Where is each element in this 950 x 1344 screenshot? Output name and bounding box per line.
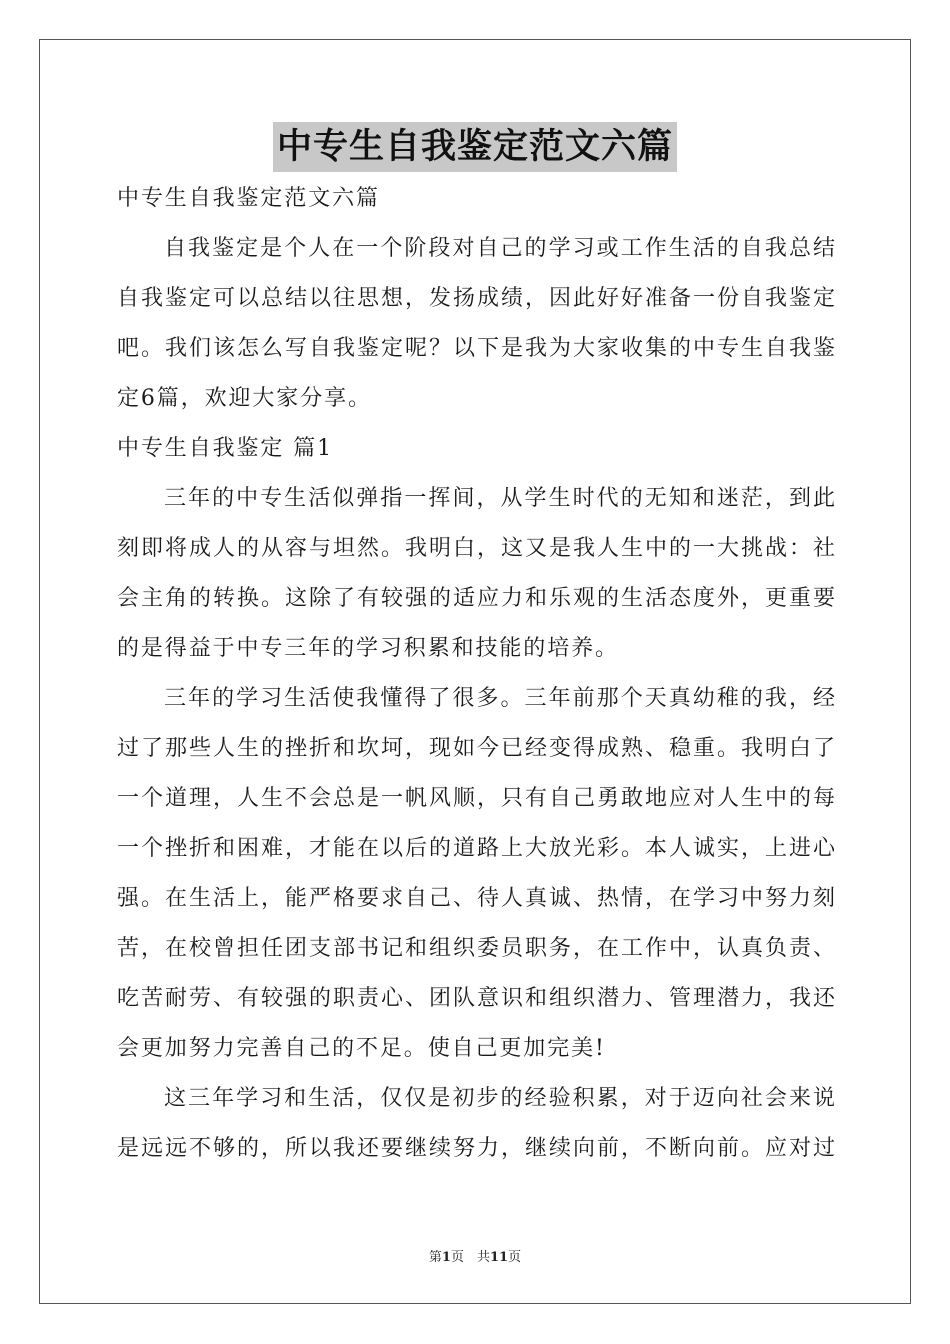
- text-line: 中专生自我鉴定范文六篇: [117, 186, 380, 211]
- title-container: [0, 122, 950, 172]
- text-line: 一个道理，人生不会总是一帆风顺，只有自己勇敢地应对人生中的每: [117, 786, 835, 811]
- text-line: 三年的学习生活使我懂得了很多。三年前那个天真幼稚的我，经: [164, 686, 835, 711]
- text-line: 中专生自我鉴定 篇1: [117, 436, 333, 461]
- text-line: 会更加努力完善自己的不足。使自己更加完美!: [117, 1036, 606, 1061]
- footer-page-number: 1: [441, 1250, 451, 1265]
- text-line: 这三年学习和生活，仅仅是初步的经验积累，对于迈向社会来说: [164, 1086, 835, 1111]
- text-line: 自我鉴定是个人在一个阶段对自己的学习或工作生活的自我总结: [164, 236, 835, 261]
- footer-prefix: 第: [428, 1250, 442, 1265]
- document-title: 中专生自我鉴定范文六篇: [273, 122, 677, 172]
- text-line: 刻即将成人的从容与坦然。我明白，这又是我人生中的一大挑战：社: [117, 536, 835, 561]
- footer-suffix: 页: [508, 1250, 522, 1265]
- page-footer: [0, 1246, 950, 1265]
- text-line: 三年的中专生活似弹指一挥间，从学生时代的无知和迷茫，到此: [164, 486, 835, 511]
- text-line: 是远远不够的，所以我还要继续努力，继续向前，不断向前。应对过: [117, 1136, 835, 1161]
- text-line: 吧。我们该怎么写自我鉴定呢？以下是我为大家收集的中专生自我鉴: [117, 336, 835, 361]
- text-line: 自我鉴定可以总结以往思想，发扬成绩，因此好好准备一份自我鉴定: [117, 286, 835, 311]
- footer-total-pages: 11: [489, 1250, 509, 1265]
- footer-mid: 页 共: [450, 1250, 490, 1265]
- text-line: 一个挫折和困难，才能在以后的道路上大放光彩。本人诚实，上进心: [117, 836, 835, 861]
- text-line: 会主角的转换。这除了有较强的适应力和乐观的生活态度外，更重要: [117, 586, 835, 611]
- document-body: [117, 174, 835, 1174]
- text-line: 强。在生活上，能严格要求自己、待人真诚、热情，在学习中努力刻: [117, 886, 835, 911]
- text-line: 吃苦耐劳、有较强的职责心、团队意识和组织潜力、管理潜力，我还: [117, 986, 835, 1011]
- text-line: 苦，在校曾担任团支部书记和组织委员职务，在工作中，认真负责、: [117, 936, 835, 961]
- text-line: 过了那些人生的挫折和坎坷，现如今已经变得成熟、稳重。我明白了: [117, 736, 835, 761]
- text-line: 的是得益于中专三年的学习积累和技能的培养。: [117, 636, 619, 661]
- text-line: 定6篇，欢迎大家分享。: [117, 386, 372, 411]
